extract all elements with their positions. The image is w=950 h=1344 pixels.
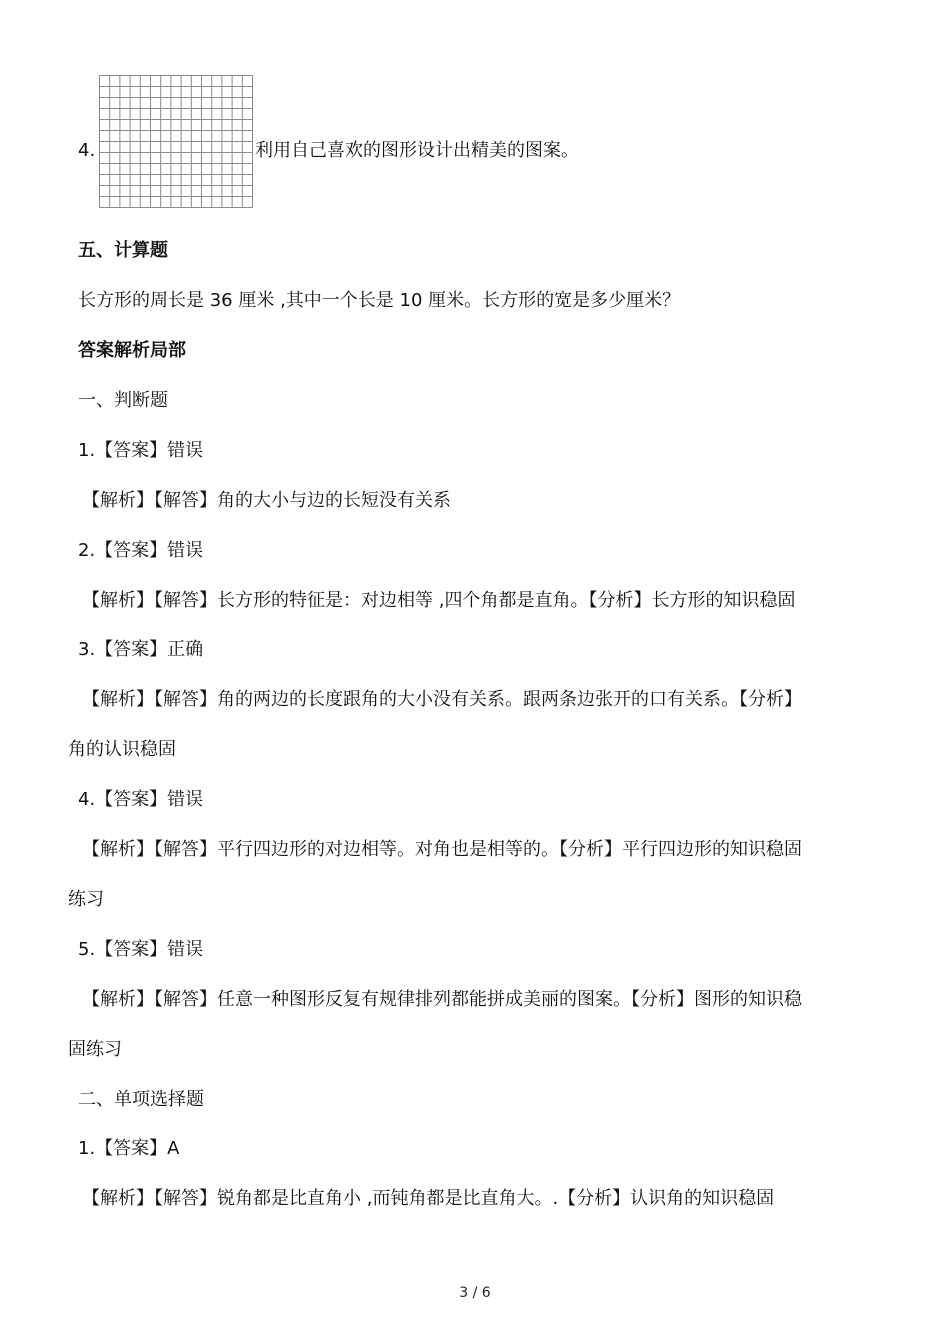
part1-item5-answer: 5.【答案】错误: [78, 939, 204, 960]
q4-text: 利用自己喜欢的图形设计出精美的图案。: [255, 140, 579, 161]
part1-item4-analysis-cont: 练习: [68, 889, 104, 910]
part1-item3-analysis-cont: 角的认识稳固: [68, 739, 176, 760]
answers-heading: 答案解析局部: [78, 340, 186, 361]
part2-heading: 二、单项选择题: [78, 1089, 204, 1110]
part1-item5-analysis: 【解析】【解答】任意一种图形反复有规律排列都能拼成美丽的图案。【分析】图形的知识稳: [82, 989, 802, 1010]
grid-svg: [99, 75, 253, 208]
part1-item5-analysis-cont: 固练习: [68, 1039, 122, 1060]
part2-item1-analysis: 【解析】【解答】锐角都是比直角小 ,而钝角都是比直角大。.【分析】认识角的知识稳固: [82, 1188, 775, 1209]
q4-number: 4.: [78, 140, 96, 161]
part1-item1-analysis: 【解析】【解答】角的大小与边的长短没有关系: [82, 490, 451, 511]
part1-item2-answer: 2.【答案】错误: [78, 540, 204, 561]
part1-item3-answer: 3.【答案】正确: [78, 639, 204, 660]
part2-item1-answer: 1.【答案】A: [78, 1138, 180, 1159]
section5-heading: 五、计算题: [78, 240, 168, 261]
part1-item3-analysis: 【解析】【解答】角的两边的长度跟角的大小没有关系。跟两条边张开的口有关系。【分析】: [82, 689, 802, 710]
part1-item4-answer: 4.【答案】错误: [78, 789, 204, 810]
section5-question: 长方形的周长是 36 厘米 ,其中一个长是 10 厘米。长方形的宽是多少厘米？: [78, 290, 681, 311]
part1-heading: 一、判断题: [78, 390, 168, 411]
part1-item2-analysis: 【解析】【解答】长方形的特征是：对边相等 ,四个角都是直角。【分析】长方形的知识稳固: [82, 590, 796, 611]
part1-item4-analysis: 【解析】【解答】平行四边形的对边相等。对角也是相等的。【分析】平行四边形的知识稳固: [82, 839, 802, 860]
page-number: 3 / 6: [459, 1285, 491, 1301]
part1-item1-answer: 1.【答案】错误: [78, 440, 204, 461]
design-grid: [99, 75, 253, 212]
